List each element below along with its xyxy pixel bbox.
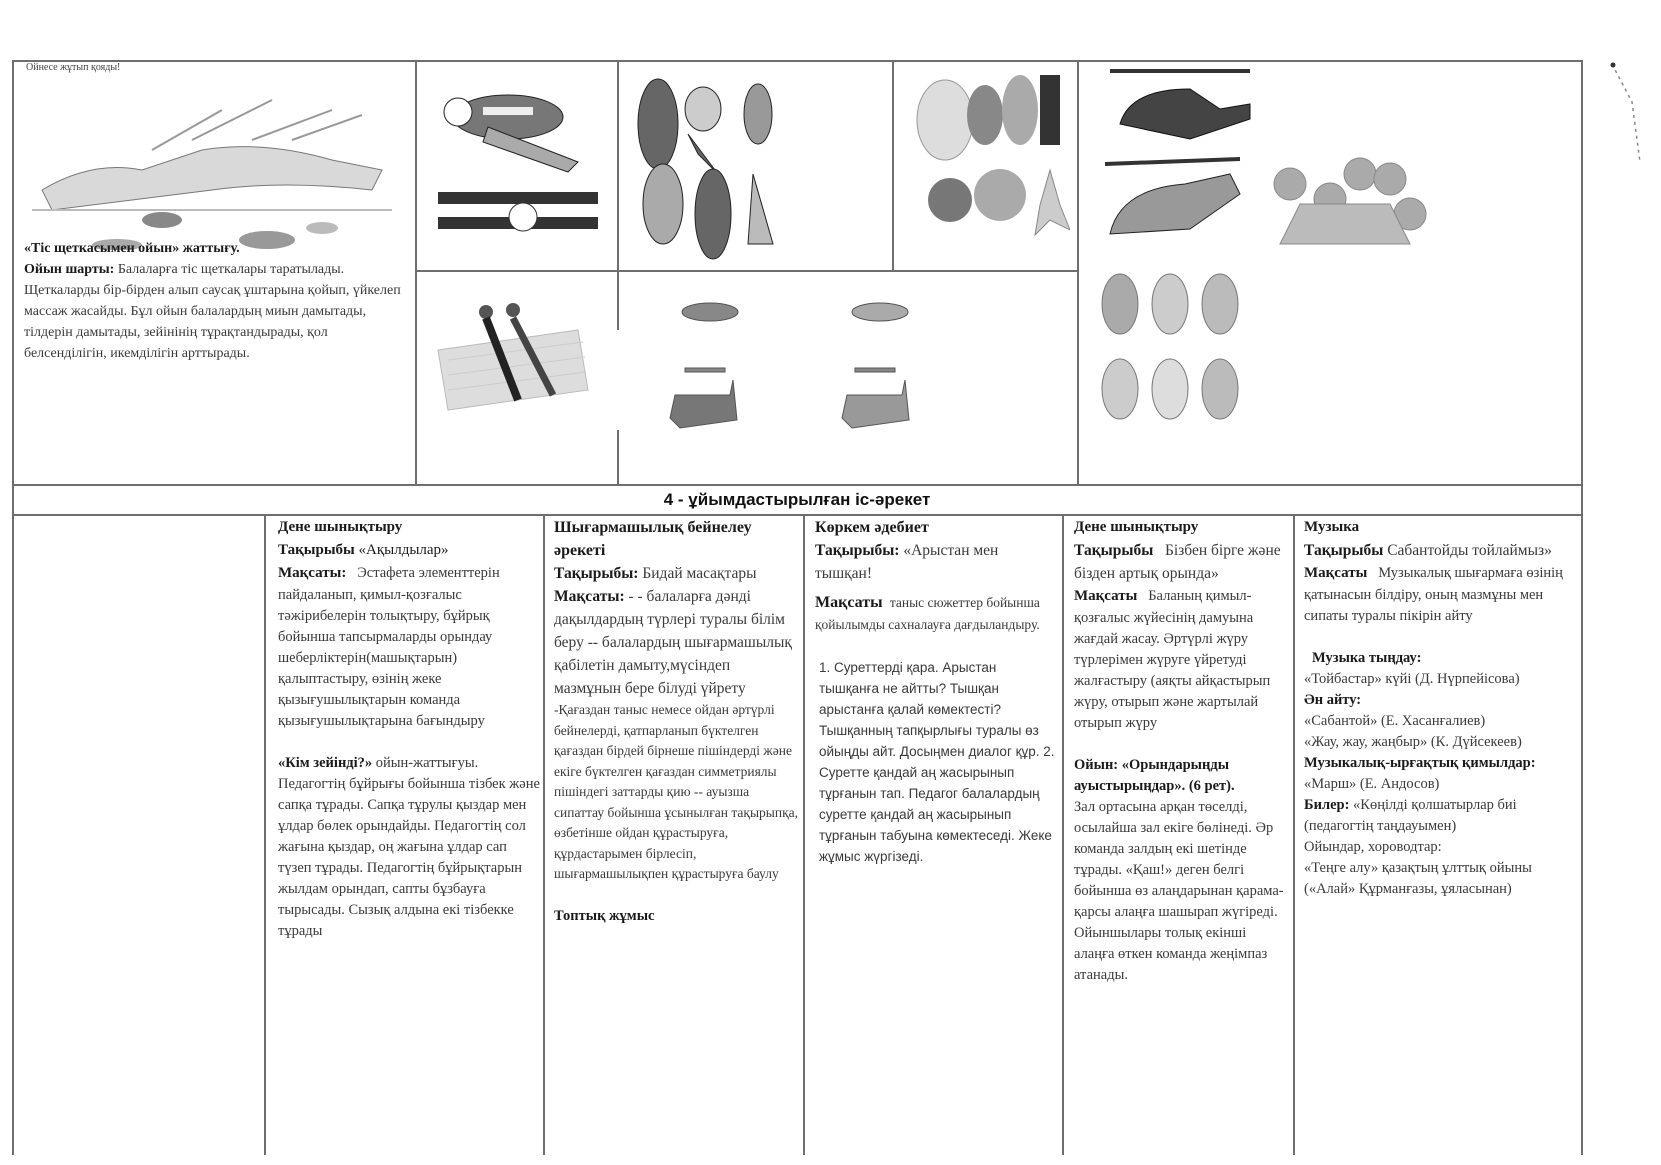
activity-column-physical-education-2 [1074,516,1290,986]
topic-label: Тақырыбы [1074,542,1154,559]
activity-column-music [1304,516,1576,900]
top-split-2c [617,430,619,484]
bottom-split-2 [543,514,545,1155]
dance-label: Билер: [1304,797,1350,813]
bottom-split-5 [1293,514,1295,1155]
goal: Эстафета элементтерін пайдаланып, қимыл-қозғалыс тәжірибелерін толықтыру, бұйрық бойынша тапсырмаларды орындау шеберліктерін(машықтарын) қалыптастыру, өзінің жеке қызығушылықтарын командa қызығушылықтарына бағындыру [278,565,500,729]
goal-label: Мақсаты [1074,588,1138,604]
mouse-figures-picture-icon [665,300,955,445]
table-right-border [1581,60,1583,1155]
picture-caption: Ойнесе жұтып қояды! [26,62,121,73]
top-split-2 [617,60,619,270]
subject: Дене шынықтыру [1074,519,1199,535]
subject: Көркем әдебиет [815,519,929,536]
extra-text: -Қағаздан таныс немесе ойдан әртүрлі бейнелерді, қатпарланып бүктелген қағаздан бірдей бірнеше пішіндерді және екіге бүктелген қағаздан симметриялы пішіндегі заттарды қию -- ауызша сипаттау бойынша ұсынылған тақырыпқа, өзбетінше ойдан құрастыруға, құрдастарымен бірлесіп, шығармашылықпен құрастыруға баулу [554,702,799,881]
airplanes-picture-icon [428,72,608,252]
goal-label: Мақсаты [815,594,883,611]
games-label: Ойындар, хороводтар: [1304,839,1442,855]
toothbrushes-picture-icon [428,300,598,420]
topic-label: Тақырыбы: [815,542,900,559]
rules-label: Ойын шарты: [24,262,115,277]
goal: Баланың қимыл-қозғалыс жүйесінің дамуына жағдай жасау. Әртүрлі жүру түрлерімен жүруге үйретуді жалғастыру (аяқты айқастырып жүру, отырып және жартылай отырып жүру [1074,588,1271,731]
flowers-picture-icon [628,64,828,264]
crocodile-and-fish-picture-icon [32,80,392,250]
singing-2: «Жау, жау, жаңбыр» (К. Дүйсекеев) [1304,734,1522,750]
bottom-split-3 [803,514,805,1155]
helicopters-flowers-fish-picture-icon [1090,64,1450,424]
topic: «Арыстан мен тышқан! [815,542,999,582]
subject: Дене шынықтыру [278,519,403,535]
listening-label: Музыка тыңдау: [1312,650,1422,666]
bottom-split-1 [264,514,266,1155]
topic: Бидай масақтары [642,565,757,582]
game-text: Зал ортасына арқан төселді, осылайша зал екіге бөлінеді. Әр команда залдың екі шетінде тұрады. «Қаш!» деген белгі бойынша өз алаңдарынан қарама-қарсы алаңға шашырап жүгіреді. Ойыншылары толық екінші алаңға өткен команда жеңімпаз атанады. [1074,799,1284,983]
games: «Теңге алу» қазақтың ұлттық ойыны («Алай» Құрманғазы, ұяласынан) [1304,860,1532,897]
top-split-1 [415,60,417,484]
top-inner-split [415,270,1077,272]
topic-label: Тақырыбы [278,542,355,558]
section-header: 4 - ұйымдастырылған іс-әрекет [663,490,931,509]
activity-column-literature [815,516,1059,867]
tasks: 1. Суреттерді қара. Арыстан тышқанға не айтты? Тышқан арыстанға қалай көмектесті? Тышқанның тапқырлығы туралы өз ойыңды айт. Досыңмен диалог құр. 2. Суретте қандай аң жасырынып тұрғанын тап. Педагог балалардың суретте қандай аң жасырынып тұрғанын табуына көмектеседі. Жеке жұмыс жүргізеді. [819,660,1055,864]
top-split-4 [1077,60,1079,484]
scan-mark-icon [1610,62,1650,182]
fish-and-sea-animals-picture-icon [910,70,1070,250]
goal: Музыкалық шығармаға өзінің қатынасын білдіру, оның мазмұны мен сипаты туралы пікірін айту [1304,565,1563,624]
subject: Музыка [1304,519,1360,535]
top-split-2b [617,270,619,330]
game-cell [22,62,410,480]
table-left-border [12,60,14,1155]
dance: «Көңілді қолшатырлар биі (педагогтің таңдауымен) [1304,797,1517,834]
singing-label: Ән айту: [1304,692,1362,708]
game-label: Ойын: «Орындарыңды ауыстырыңдар». (6 рет). [1074,757,1235,794]
top-split-3 [892,60,894,270]
game-text: Педагогтің бұйрығы бойынша тізбек және сапқа тұрады. Сапқа тұрулы қыздар мен ұлдар бөлек орындайды. Педагогтің сол жағына қыздар, оң жағына ұлдар сап түзеп тұрады. Педагогтің бұйрықтарын жылдам орындап, сапты бұзбауға тырысады. Сызық алдына екі тізбекке тұрады [278,776,540,939]
topic: Бізбен бірге және бізден артық орында» [1074,542,1281,582]
listening: «Тойбастар» күйі (Д. Нүрпейісова) [1304,671,1520,687]
singing-1: «Сабантой» (Е. Хасанғалиев) [1304,713,1486,729]
topic-label: Тақырыбы: [554,565,639,582]
topic-label: Тақырыбы [1304,542,1384,559]
rhythm: «Марш» (Е. Андосов) [1304,776,1440,792]
activity-column-physical-education-1 [278,516,540,942]
game-title: «Кім зейінді?» [278,755,373,771]
game-title: «Тіс щеткасымен ойын» жаттығу. [24,241,240,256]
rules-text: Балаларға тіс щеткалары таратылады. Щеткаларды бір-бірден алып саусақ ұштарына қойып, үйкелеп массаж жасайды. Бұл ойын балалардың миын дамытады, тілдерін дамытады, зейінінің тұрақтандырады, қол белсенділігін, икемділігін арттырады. [24,262,401,361]
goal-label: Мақсаты: [554,588,625,605]
game-description [24,238,404,364]
rhythm-label: Музыкалық-ырғақтық қимылдар: [1304,755,1536,771]
activity-column-art [554,516,799,927]
goal: таныс сюжеттер бойынша қойылымды сахналауға дағдыландыру. [815,595,1040,632]
topic: «Ақылдылар» [358,542,449,558]
subject: Шығармашылық бейнелеу әрекеті [554,519,752,559]
bottom-split-4 [1062,514,1064,1155]
game-suffix: ойын-жаттығуы. [375,755,479,771]
goal: - - балаларға дәнді дақылдардың түрлері туралы білім беру -- балалардың шығармашылық қабілетін дамыту,мүсіндеп мазмұнын бере білуді үйрету [554,588,792,697]
goal-label: Мақсаты: [278,565,347,581]
footer-label: Топтық жұмыс [554,907,655,924]
topic: Сабантойды тойлаймыз» [1387,542,1552,559]
goal-label: Мақсаты [1304,565,1368,581]
